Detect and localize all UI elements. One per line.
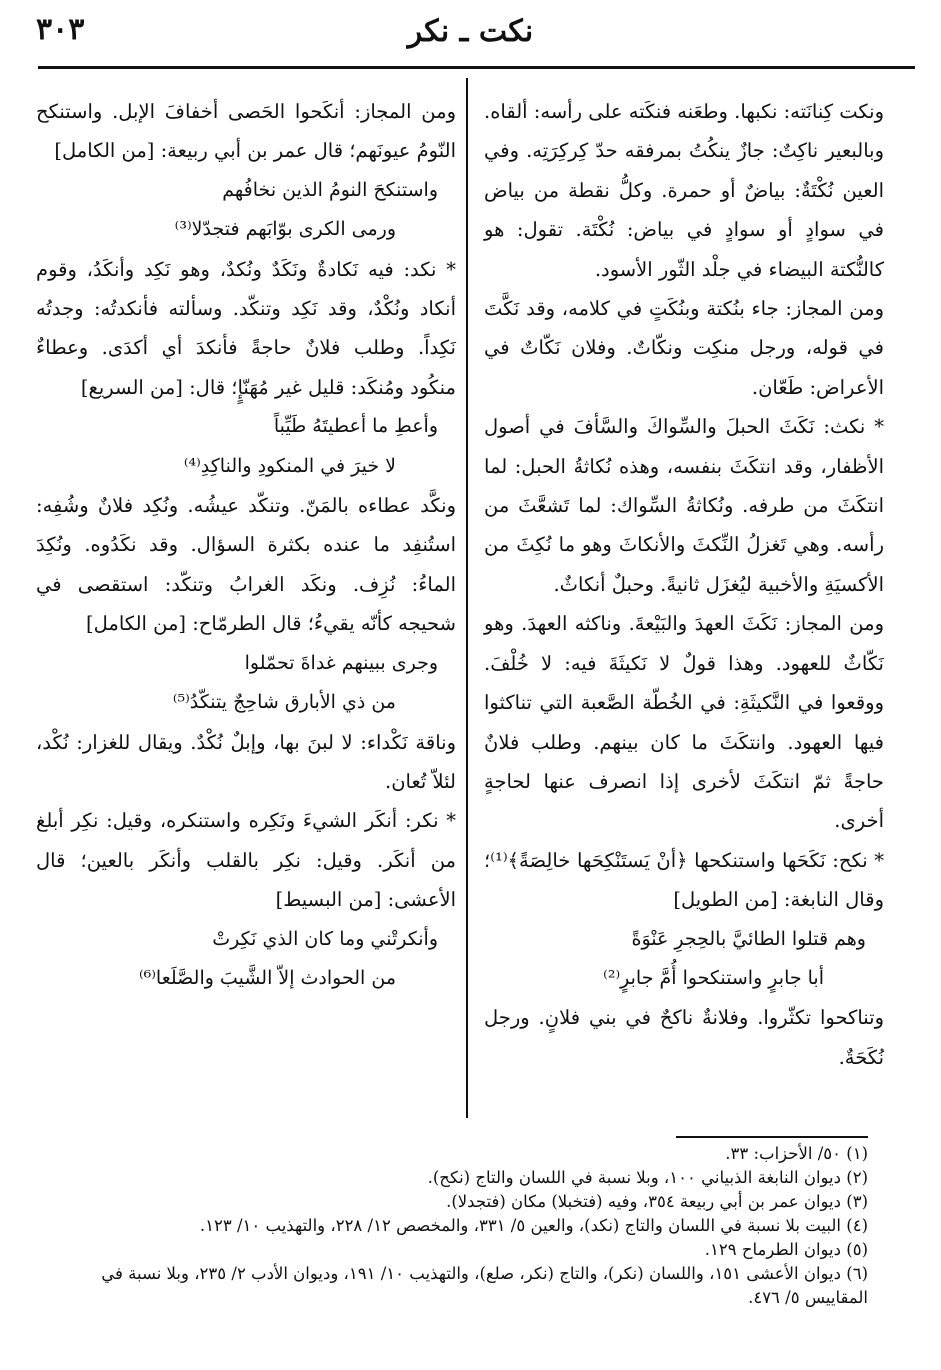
- entry-paragraph: * نكد: فيه نَكادةٌ ونَكَدٌ ونُكدٌ، وهو نَكِد وأنكَدُ، وقوم أنكاد ونُكْدٌ، وقد نَكِد وتنكّد. وسألته فأنكدتُه: وجدتُه نَكِداً. وطلب فلانٌ حاجةً فأنكدَ أي أكدَى. وعطاءٌ منكُود ومُنكَد: قليل غير مُهَنّإٍ؛ قال: [من السريع]: [36, 257, 456, 399]
- entry-paragraph: وتناكحوا تكثّروا. وفلانةٌ ناكحٌ في بني فلانٍ. ورجل نُكَحَةٌ.: [484, 1006, 884, 1069]
- entry-paragraph: ونكَّد عطاءه بالمَنّ. وتنكّد عيشُه. ونُكِد فلانٌ وشُفِه: استُنفِد ما عنده بكثرة السؤال. وقد نكَدُوه. ونُكِدَ الماءُ: نُزِف. ونكَد الغرابُ وتنكّد: استقصى في شحيجه كأنّه يقيءُ؛ قال الطرمّاح: [من الكامل]: [36, 494, 456, 636]
- entry-paragraph: وناقة نَكْداء: لا لبنَ بها، وإبلٌ نُكْدٌ. ويقال للغزار: نُكْد، لئلاّ تُعان.: [36, 730, 456, 793]
- entry-paragraph: * نكر: أنكَر الشيءَ ونَكِره واستنكره، وقيل: نكِر أبلغ من أنكَر. وقيل: نكِر بالقلب وأنكَر بالعين؛ قال الأعشى: [من البسيط]: [36, 809, 456, 912]
- left-column: [36, 92, 456, 998]
- entry-paragraph: ومن المجاز: أنكَحوا الحَصى أخفافَ الإبل. واستنكح النّومُ عيونَهم؛ قال عمر بن أبي ربيعة: [من الكامل]: [36, 100, 456, 163]
- footnote: (٢) ديوان النابغة الذبياني ١٠٠، وبلا نسبة في اللسان والتاج (نكح).: [427, 1168, 868, 1187]
- verse-line: وهم قتلوا الطائيَّ بالحِجرِ عَنْوَةً: [631, 927, 866, 950]
- entry-paragraph: ونكت كِنانَته: نكبها. وطعَنه فنكَته على رأسه: ألقاه. وبالبعير ناكِتٌ: جازٌ ينكُتُ بمرفقه حدّ كِركِرَتِه. وفي العين نُكْتَةٌ: بياضٌ أو حمرة. وكلُّ نقطة من بياض في سوادٍ أو سوادٍ في بياض: نُكْتَة. تقول: هو كالنُّكتة البيضاء في جلْد الثّور الأسود.: [484, 100, 884, 281]
- entry-paragraph: * نكث: نَكَثَ الحبلَ والسِّواكَ والسَّأفَ في أصول الأظفار، وقد انتكَثَ بنفسه، وهذه نُكاثةُ الحبل: لما انتكَثَ من طرفه. ونُكاثةُ السِّواك: لما تَشعَّثَ من رأسه. وهي تَغزلُ النِّكثَ والأنكاثَ وهو ما نُكِثَ من الأكسيَةِ والأخبية ليُغزَل ثانيةً. وحبلٌ أنكاثٌ.: [484, 415, 884, 596]
- verse-line: من ذي الأبارق شاحِجٌ يتنكّدُ⁽⁵⁾: [172, 691, 396, 714]
- footnote: (٣) ديوان عمر بن أبي ربيعة ٣٥٤، وفيه (فتخبلا) مكان (فتجدلا).: [446, 1192, 868, 1211]
- verse-line: من الحوادث إلاّ الشَّيبَ والصَّلَعا⁽⁶⁾: [138, 966, 396, 989]
- page-number: ٣٠٣: [36, 12, 85, 47]
- verse-line: وأعطِ ما أعطيتَهُ طَيِّباً: [273, 415, 438, 438]
- header-rule: [38, 66, 915, 69]
- footnotes: [36, 1142, 868, 1310]
- footnote-rule: [676, 1136, 868, 1138]
- right-column: [484, 92, 884, 1077]
- footnote: (٤) البيت بلا نسبة في اللسان والتاج (نكد)، والعين ٥/ ٣٣١، والمخصص ١٢/ ٢٢٨، والتهذيب ١٠/ ١٢٣.: [199, 1216, 868, 1235]
- column-divider: [466, 78, 468, 1118]
- verse-line: وجرى ببينهم غداةَ تحمّلوا: [244, 651, 438, 674]
- entry-paragraph: ومن المجاز: جاء بنُكتة وبنُكَتٍ في كلامه، وقد نَكَّتَ في قوله، ورجل منكِت ونكّاتٌ. وفلان نَكّاتٌ في الأعراض: طَعّان.: [484, 297, 884, 399]
- footnote: (٥) ديوان الطرماح ١٢٩.: [704, 1240, 868, 1259]
- verse-line: ورمى الكرى بوّابَهم فتجدّلا⁽³⁾: [174, 218, 396, 241]
- verse-line: وأنكرتْني وما كان الذي نَكِرتْ: [212, 927, 438, 950]
- verse-line: لا خيرَ في المنكودِ والناكِدِ⁽⁴⁾: [183, 454, 396, 477]
- footnote: (١) ٥٠/ الأحزاب: ٣٣.: [725, 1144, 868, 1163]
- entry-paragraph: * نكح: نَكَحَها واستنكحها ﴿أنْ يَستَنْكِحَها خالِصَةً﴾⁽¹⁾؛ وقال النابغة: [من الطويل]: [484, 848, 884, 912]
- page-title: نكت ـ نكر: [407, 14, 534, 49]
- entry-paragraph: ومن المجاز: نَكَثَ العهدَ والبَيْعةَ. وناكثه العهدَ. وهو نَكّاثٌ للعهود. وهذا قولٌ لا نَكيثَةَ فيه: لا خُلْفَ. ووقعوا في النَّكيثَةِ: في الخُطّة الصَّعبة التي تناكثوا فيها العهود. وانتكَثَ ما كان بينهم. وطلب فلانٌ حاجةً ثمّ انتكَثَ لأخرى إذا انصرف عنها لحاجةٍ أخرى.: [484, 612, 884, 833]
- verse-line: أبا جابرٍ واستنكحوا أُمَّ جابرٍ⁽²⁾: [603, 966, 824, 989]
- verse-line: واستنكحَ النومُ الذين نخافُهم: [222, 178, 438, 201]
- footnote: (٦) ديوان الأعشى ١٥١، واللسان (نكر)، والتاج (نكر، صلع)، والتهذيب ١٠/ ١٩١، وديوان الأدب ٢/ ٢٣٥، وبلا نسبة في المقاييس ٥/ ٤٧٦.: [101, 1264, 868, 1307]
